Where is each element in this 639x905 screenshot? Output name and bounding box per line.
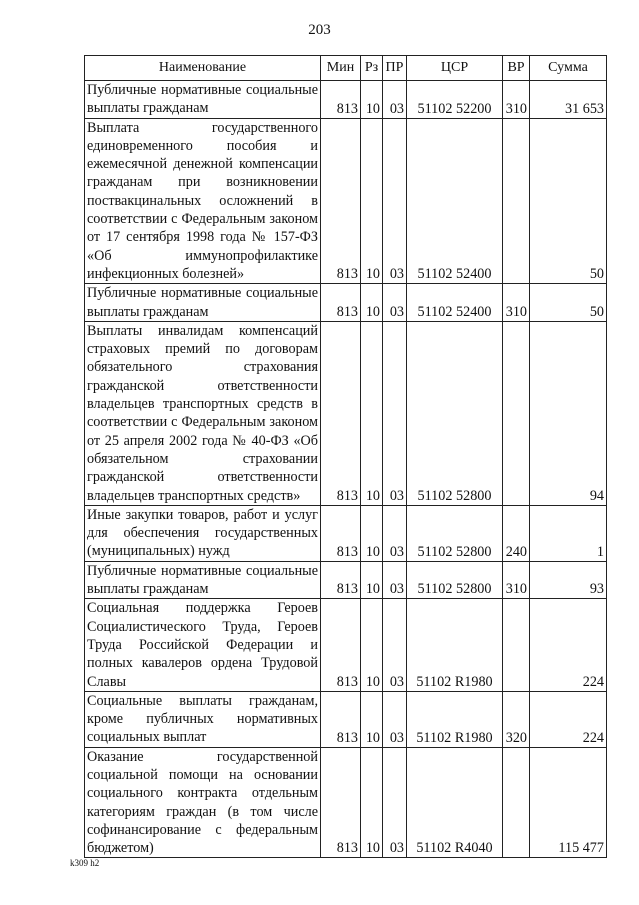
page-number: 203 — [308, 22, 331, 38]
footer-code: k309 h2 — [70, 858, 100, 868]
row-name: Выплаты инвалидам компенсаций страховых премий по договорам обязательного страхования гражданской ответственности владельцев транспортных средств в соответствии с Федеральным законом от 25 апреля 2002 года № 40-ФЗ «Об обязательном страховании гражданской ответственности владельцев транспортных средств» — [85, 321, 321, 505]
table-row — [85, 561, 607, 599]
row-name: Социальная поддержка Героев Социалистического Труда, Героев Труда Российской Федерации и полных кавалеров ордена Трудовой Славы — [85, 599, 321, 691]
row-name: Социальные выплаты гражданам, кроме публичных нормативных социальных выплат — [85, 691, 321, 747]
row-pr: 03 — [383, 505, 407, 561]
row-pr: 03 — [383, 747, 407, 858]
row-pr: 03 — [383, 81, 407, 119]
row-rz: 10 — [361, 599, 383, 691]
row-name: Публичные нормативные социальные выплаты гражданам — [85, 81, 321, 119]
row-csr: 51102 52800 — [407, 505, 503, 561]
row-rz: 10 — [361, 505, 383, 561]
row-rz: 10 — [361, 118, 383, 284]
row-csr: 51102 R1980 — [407, 691, 503, 747]
row-rz: 10 — [361, 81, 383, 119]
table-header-row — [85, 56, 607, 81]
row-min: 813 — [321, 81, 361, 119]
row-sum: 115 477 — [530, 747, 607, 858]
row-sum: 224 — [530, 599, 607, 691]
row-csr: 51102 52400 — [407, 118, 503, 284]
row-csr: 51102 R1980 — [407, 599, 503, 691]
header-vr: ВР — [503, 56, 530, 81]
row-pr: 03 — [383, 561, 407, 599]
row-csr: 51102 52200 — [407, 81, 503, 119]
row-name: Публичные нормативные социальные выплаты гражданам — [85, 284, 321, 322]
row-pr: 03 — [383, 321, 407, 505]
budget-table — [84, 55, 607, 858]
header-min: Мин — [321, 56, 361, 81]
row-vr: 240 — [503, 505, 530, 561]
row-pr: 03 — [383, 118, 407, 284]
table-row — [85, 81, 607, 119]
table-row — [85, 284, 607, 322]
row-min: 813 — [321, 599, 361, 691]
row-vr: 310 — [503, 561, 530, 599]
row-min: 813 — [321, 691, 361, 747]
row-rz: 10 — [361, 561, 383, 599]
table-row — [85, 747, 607, 858]
row-sum: 93 — [530, 561, 607, 599]
row-rz: 10 — [361, 284, 383, 322]
row-vr — [503, 321, 530, 505]
row-min: 813 — [321, 505, 361, 561]
row-pr: 03 — [383, 599, 407, 691]
row-csr: 51102 R4040 — [407, 747, 503, 858]
header-csr: ЦСР — [407, 56, 503, 81]
row-vr — [503, 747, 530, 858]
row-sum: 50 — [530, 118, 607, 284]
row-min: 813 — [321, 747, 361, 858]
table-row — [85, 599, 607, 691]
row-min: 813 — [321, 118, 361, 284]
row-rz: 10 — [361, 747, 383, 858]
row-min: 813 — [321, 561, 361, 599]
row-vr: 310 — [503, 284, 530, 322]
row-name: Публичные нормативные социальные выплаты гражданам — [85, 561, 321, 599]
row-min: 813 — [321, 321, 361, 505]
table-row — [85, 321, 607, 505]
row-vr — [503, 118, 530, 284]
header-sum: Сумма — [530, 56, 607, 81]
row-vr — [503, 599, 530, 691]
row-name: Оказание государственной социальной помощи на основании социального контракта отдельным категориям граждан (в том числе софинансирование с федеральным бюджетом) — [85, 747, 321, 858]
header-rz: Рз — [361, 56, 383, 81]
row-min: 813 — [321, 284, 361, 322]
row-sum: 50 — [530, 284, 607, 322]
table-row — [85, 118, 607, 284]
row-sum: 224 — [530, 691, 607, 747]
row-pr: 03 — [383, 691, 407, 747]
header-name: Наименование — [85, 56, 321, 81]
row-name: Выплата государственного единовременного пособия и ежемесячной денежной компенсации гражданам при возникновении поствакцинальных осложнений в соответствии с Федеральным законом от 17 сентября 1998 года № 157-ФЗ «Об иммунопрофилактике инфекционных болезней» — [85, 118, 321, 284]
row-vr: 310 — [503, 81, 530, 119]
table-row — [85, 505, 607, 561]
row-sum: 94 — [530, 321, 607, 505]
table-row — [85, 691, 607, 747]
row-csr: 51102 52800 — [407, 321, 503, 505]
row-name: Иные закупки товаров, работ и услуг для обеспечения государственных (муниципальных) нужд — [85, 505, 321, 561]
row-pr: 03 — [383, 284, 407, 322]
row-csr: 51102 52400 — [407, 284, 503, 322]
row-sum: 1 — [530, 505, 607, 561]
table-body — [85, 81, 607, 858]
row-rz: 10 — [361, 321, 383, 505]
row-rz: 10 — [361, 691, 383, 747]
row-sum: 31 653 — [530, 81, 607, 119]
row-vr: 320 — [503, 691, 530, 747]
row-csr: 51102 52800 — [407, 561, 503, 599]
header-pr: ПР — [383, 56, 407, 81]
